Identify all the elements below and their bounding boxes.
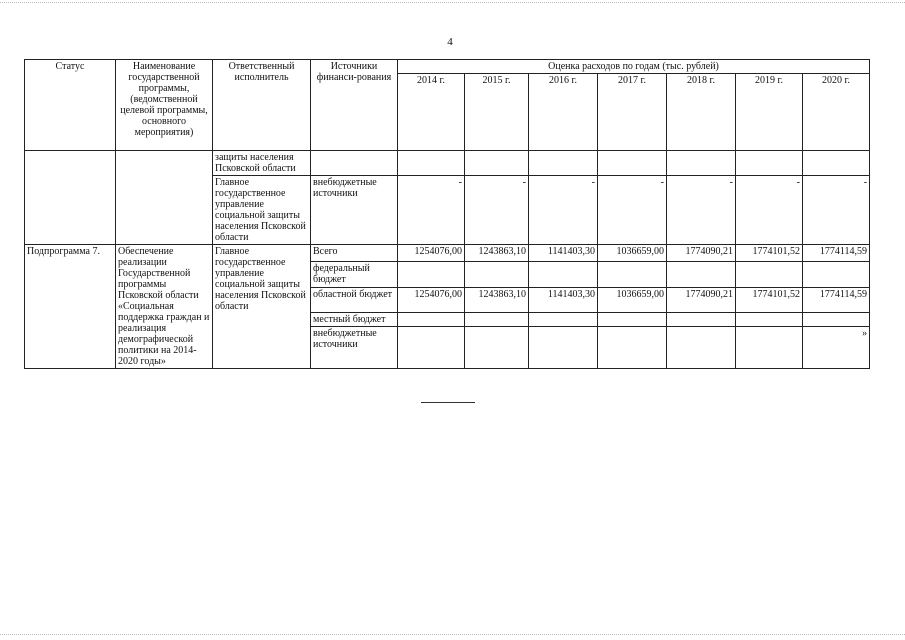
value-cell: [598, 151, 667, 176]
table-row: [25, 151, 870, 176]
value-cell: 1243863,10: [465, 287, 529, 312]
value-cell: [803, 262, 870, 287]
value-cell: [398, 151, 465, 176]
value-cell: [667, 327, 736, 369]
value-cell: [598, 327, 667, 369]
header-row: [25, 60, 870, 74]
subprogram-name: Обеспечение реализации Государственной программы Псковской области «Социальная поддержка граждан и реализация демографической политики на 2014-2020 годы»: [116, 245, 213, 369]
value-cell: [465, 327, 529, 369]
value-cell: [465, 151, 529, 176]
value-cell: [736, 151, 803, 176]
header-program-name: Наименование государственной программы, (ведомственной целевой программы, основного мероприятия): [116, 60, 213, 151]
header-year: 2014 г.: [398, 74, 465, 151]
table-row: [25, 245, 870, 262]
value-cell: -: [398, 176, 465, 245]
value-cell: [598, 313, 667, 327]
source-cell: внебюджетные источники: [311, 327, 398, 369]
value-cell: -: [803, 176, 870, 245]
value-cell: 1254076,00: [398, 245, 465, 262]
budget-table: [24, 59, 870, 369]
source-cell: [311, 151, 398, 176]
value-cell: [803, 313, 870, 327]
header-year: 2016 г.: [529, 74, 598, 151]
subprogram-status: Подпрограмма 7.: [25, 245, 116, 369]
program-name-cell-empty: [116, 151, 213, 245]
header-year: 2019 г.: [736, 74, 803, 151]
executor-cell: Главное государственное управление социальной защиты населения Псковской области: [213, 176, 311, 245]
scan-edge-top: [0, 2, 905, 3]
value-cell: 1141403,30: [529, 287, 598, 312]
value-cell: [803, 151, 870, 176]
value-cell: -: [667, 176, 736, 245]
source-cell: местный бюджет: [311, 313, 398, 327]
value-cell: 1243863,10: [465, 245, 529, 262]
source-cell: Всего: [311, 245, 398, 262]
scan-edge-bottom: [0, 634, 905, 635]
source-cell: областной бюджет: [311, 287, 398, 312]
value-cell: [398, 262, 465, 287]
value-cell: [529, 151, 598, 176]
header-executor: Ответственный исполнитель: [213, 60, 311, 151]
value-cell: -: [598, 176, 667, 245]
header-sources: Источники финанси-рования: [311, 60, 398, 151]
value-cell: 1774101,52: [736, 287, 803, 312]
value-cell: [398, 327, 465, 369]
value-cell: 1254076,00: [398, 287, 465, 312]
value-cell: 1774090,21: [667, 245, 736, 262]
value-cell: 1036659,00: [598, 245, 667, 262]
value-cell: »: [803, 327, 870, 369]
value-cell: [529, 327, 598, 369]
value-cell: [667, 151, 736, 176]
source-cell: федеральный бюджет: [311, 262, 398, 287]
value-cell: [736, 327, 803, 369]
value-cell: 1774114,59: [803, 245, 870, 262]
status-cell-empty: [25, 151, 116, 245]
header-year: 2020 г.: [803, 74, 870, 151]
value-cell: [529, 262, 598, 287]
value-cell: 1774090,21: [667, 287, 736, 312]
end-rule: [421, 402, 475, 403]
header-year: 2015 г.: [465, 74, 529, 151]
header-expenses-caption: Оценка расходов по годам (тыс. рублей): [398, 60, 870, 74]
value-cell: -: [465, 176, 529, 245]
header-year: 2017 г.: [598, 74, 667, 151]
value-cell: -: [736, 176, 803, 245]
value-cell: -: [529, 176, 598, 245]
value-cell: [465, 313, 529, 327]
value-cell: 1774114,59: [803, 287, 870, 312]
value-cell: 1774101,52: [736, 245, 803, 262]
value-cell: 1036659,00: [598, 287, 667, 312]
value-cell: [736, 262, 803, 287]
value-cell: [529, 313, 598, 327]
page-number: 4: [447, 36, 453, 48]
header-status: Статус: [25, 60, 116, 151]
value-cell: [667, 313, 736, 327]
source-cell: внебюджетные источники: [311, 176, 398, 245]
value-cell: [667, 262, 736, 287]
value-cell: 1141403,30: [529, 245, 598, 262]
value-cell: [598, 262, 667, 287]
value-cell: [736, 313, 803, 327]
executor-cell: защиты населения Псковской области: [213, 151, 311, 176]
subprogram-executor: Главное государственное управление социальной защиты населения Псковской области: [213, 245, 311, 369]
header-year: 2018 г.: [667, 74, 736, 151]
value-cell: [465, 262, 529, 287]
value-cell: [398, 313, 465, 327]
